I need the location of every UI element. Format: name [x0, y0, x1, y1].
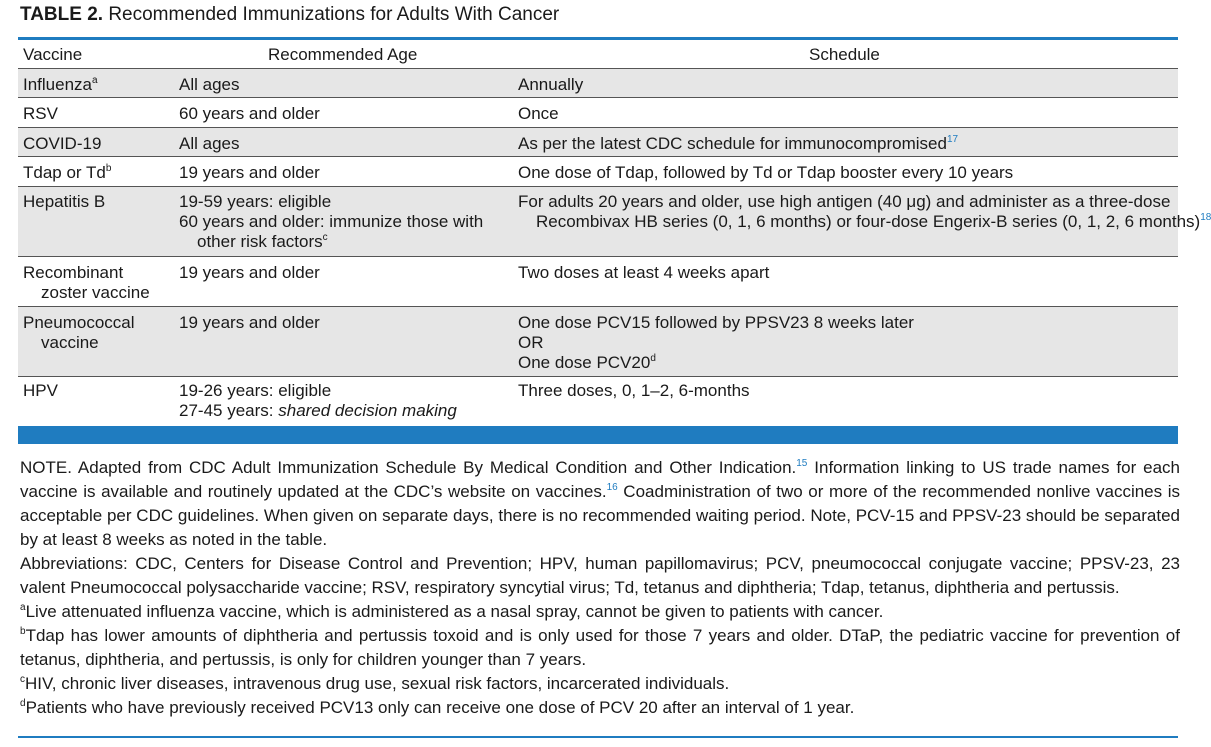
age-cell: 19-59 years: eligible 60 years and older: immunize those with other risk factors$^c$ — [179, 192, 484, 251]
schedule-cell: Once — [518, 104, 559, 123]
age-cell: All ages — [179, 75, 240, 94]
age-cell: 19 years and older — [179, 163, 320, 182]
header-schedule: Schedule — [809, 45, 880, 64]
schedule-cell: One dose PCV15 followed by PPSV23 8 weeks later OR One dose PCV20$^d$ — [518, 313, 914, 372]
schedule-cell: One dose of Tdap, followed by Td or Tdap booster every 10 years — [518, 163, 1014, 182]
vaccine-cell: Hepatitis B — [23, 192, 106, 211]
footnote-d: $^d$Patients who have previously received PCV13 only can receive one dose of PCV 20 after an interval of 1 year. — [20, 698, 855, 717]
table-row — [18, 97, 1178, 128]
vaccine-cell: Pneumococcal vaccine — [23, 313, 135, 352]
schedule-cell: Annually — [518, 75, 584, 94]
age-cell: 19 years and older — [179, 313, 320, 332]
schedule-cell: As per the latest CDC schedule for immunocompromised$^{17}$ — [518, 134, 959, 153]
table-title — [20, 4, 559, 26]
vaccine-cell: Tdap or Td$^b$ — [23, 163, 112, 182]
footnote-a: $^a$Live attenuated influenza vaccine, which is administered as a nasal spray, cannot be given to patients with cancer. — [20, 602, 884, 621]
table-row — [18, 306, 1178, 377]
table-number: TABLE 2. — [20, 4, 104, 25]
vaccine-cell: RSV — [23, 104, 58, 123]
schedule-cell: For adults 20 years and older, use high antigen (40 μg) and administer as a three-dose Recombivax HB series (0, 1, 6 months) or four-dose Engerix-B series (0, 1, 2, 6 months)$^{18}$ — [518, 192, 1211, 231]
age-cell: 19-26 years: eligible 27-45 years: shared decision making — [179, 381, 457, 420]
header-recommended-age: Recommended Age — [268, 45, 418, 64]
table-title-text: Recommended Immunizations for Adults With Cancer — [108, 4, 560, 25]
vaccine-cell: Influenza$^a$ — [23, 75, 98, 94]
table-row — [18, 68, 1178, 98]
table-notes — [20, 456, 1180, 720]
reference-18: 18 — [1200, 212, 1211, 223]
table-bottom-bar — [18, 426, 1178, 444]
table-row — [18, 256, 1178, 307]
bottom-rule — [18, 736, 1178, 738]
vaccine-cell: HPV — [23, 381, 58, 400]
abbreviations-paragraph: Abbreviations: CDC, Centers for Disease Control and Prevention; HPV, human papillomavirus; PCV, pneumococcal conjugate vaccine; PPSV-23, 23 valent Pneumococcal polysaccharide vaccine; RSV, respiratory syncytial virus; Td, tetanus and diphtheria; Tdap, tetanus, diphtheria and pertussis. — [20, 554, 1180, 597]
age-cell: 19 years and older — [179, 263, 320, 282]
table-row — [18, 127, 1178, 157]
age-cell: 60 years and older — [179, 104, 320, 123]
schedule-cell: Three doses, 0, 1–2, 6-months — [518, 381, 750, 400]
age-cell: All ages — [179, 134, 240, 153]
vaccine-cell: Recombinant zoster vaccine — [23, 263, 150, 302]
reference-17: 17 — [946, 134, 959, 145]
table-header — [18, 40, 1178, 68]
header-vaccine: Vaccine — [23, 45, 83, 64]
reference-15: 15 — [796, 458, 808, 469]
schedule-cell: Two doses at least 4 weeks apart — [518, 263, 770, 282]
footnote-b: $^b$Tdap has lower amounts of diphtheria and pertussis toxoid and is only used for those 7 years and older. DTaP, the pediatric vaccine for prevention of tetanus, diphtheria, and pertussis, is only for children younger than 7 years. — [20, 626, 1180, 669]
table-row — [18, 186, 1211, 257]
vaccine-cell: COVID-19 — [23, 134, 102, 153]
note-paragraph: NOTE. Adapted from CDC Adult Immunization Schedule By Medical Condition and Other Indication.$^{15}$ Information linking to US trade names for each vaccine is available and routinely updated at the CDC’s website on vaccines.$^{16}$ Coadministration of two or more of the recommended nonlive vaccines is acceptable per CDC guidelines. When given on separate days, there is no recommended waiting period. Note, PCV-15 and PPSV-23 should be separated by at least 8 weeks as noted in the table. — [20, 458, 1180, 549]
table-row — [18, 156, 1178, 187]
table-row — [18, 376, 1178, 427]
footnote-c: $^c$HIV, chronic liver diseases, intravenous drug use, sexual risk factors, incarcerated individuals. — [20, 674, 730, 693]
reference-16: 16 — [606, 482, 618, 493]
